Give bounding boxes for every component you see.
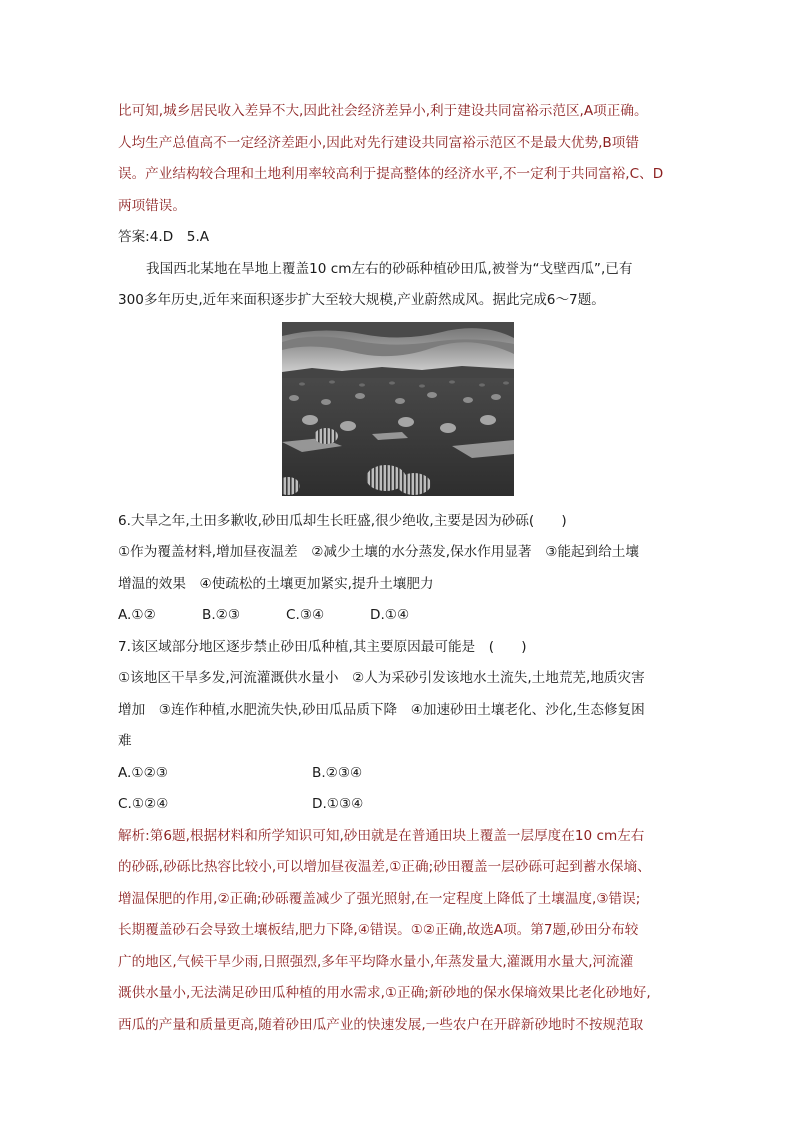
text-line: 溉供水量小,无法满足砂田瓜种植的用水需求,①正确;新砂地的保水保墒效果比老化砂地好,	[118, 985, 651, 1001]
option-a: A.①②③	[118, 764, 168, 781]
question-stem: 7.该区域部分地区逐步禁止砂田瓜种植,其主要原因最可能是 ( )	[118, 638, 527, 655]
option-d: D.①④	[370, 607, 410, 623]
analysis-paragraph	[118, 821, 678, 1042]
options-row	[118, 600, 678, 632]
statement-line: 增温的效果 ④使疏松的土壤更加紧实,提升土壤肥力	[118, 575, 434, 592]
text-line: 误。产业结构较合理和土地利用率较高利于提高整体的经济水平,不一定利于共同富裕,C、D	[118, 166, 664, 182]
option-b: B.②③④	[312, 764, 363, 781]
intro-paragraph	[118, 254, 678, 317]
question-7	[118, 632, 678, 821]
explanation-top	[118, 96, 678, 222]
statement-line: 难	[118, 733, 132, 749]
statement-line: ①作为覆盖材料,增加昼夜温差 ②减少土壤的水分蒸发,保水作用显著 ③能起到给土壤	[118, 544, 639, 560]
statement-line: ①该地区干旱多发,河流灌溉供水量小 ②人为采砂引发该地水土流失,土地荒芜,地质灾害	[118, 670, 645, 686]
text-line: 比可知,城乡居民收入差异不大,因此社会经济差异小,利于建设共同富裕示范区,A项正确。	[118, 103, 648, 119]
option-b: B.②③	[202, 607, 241, 623]
question-stem: 6.大旱之年,土田多歉收,砂田瓜却生长旺盛,很少绝收,主要是因为砂砾( )	[118, 512, 567, 529]
document-page	[118, 96, 678, 1041]
text-line: 增温保肥的作用,②正确;砂砾覆盖减少了强光照射,在一定程度上降低了土壤温度,③错误;	[118, 890, 641, 907]
answer-4-5: 答案:4.D 5.A	[118, 229, 210, 245]
options-row	[118, 789, 678, 821]
text-line: 人均生产总值高不一定经济差距小,因此对先行建设共同富裕示范区不是最大优势,B项错	[118, 134, 639, 151]
text-line: 300多年历史,近年来面积逐步扩大至较大规模,产业蔚然成风。据此完成6～7题。	[118, 292, 605, 308]
options-row	[118, 758, 678, 790]
text-line: 解析:第6题,根据材料和所学知识可知,砂田就是在普通田块上覆盖一层厚度在10 cm左右	[118, 827, 645, 844]
option-c: C.③④	[286, 607, 325, 623]
text-line: 西瓜的产量和质量更高,随着砂田瓜产业的快速发展,一些农户在开辟新砂地时不按规范取	[118, 1016, 644, 1033]
text-line: 两项错误。	[118, 197, 186, 214]
statement-line: 增加 ③连作种植,水肥流失快,砂田瓜品质下降 ④加速砂田土壤老化、沙化,生态修复困	[118, 701, 645, 718]
photo-container	[118, 322, 678, 496]
option-c: C.①②④	[118, 796, 169, 812]
text-line: 的砂砾,砂砾比热容比较小,可以增加昼夜温差,①正确;砂田覆盖一层砂砾可起到蓄水保墒、	[118, 859, 651, 875]
text-line: 长期覆盖砂石会导致土壤板结,肥力下降,④错误。①②正确,故选A项。第7题,砂田分布较	[118, 922, 639, 938]
text-line: 我国西北某地在旱地上覆盖10 cm左右的砂砾种植砂田瓜,被誉为“戈壁西瓜”,已有	[146, 260, 633, 277]
option-d: D.①③④	[312, 796, 364, 812]
watermelon-field-photo	[282, 322, 514, 496]
question-6	[118, 506, 678, 632]
text-line: 广的地区,气候干旱少雨,日照强烈,多年平均降水量小,年蒸发量大,灌溉用水量大,河流灌	[118, 953, 634, 970]
option-a: A.①②	[118, 607, 156, 623]
